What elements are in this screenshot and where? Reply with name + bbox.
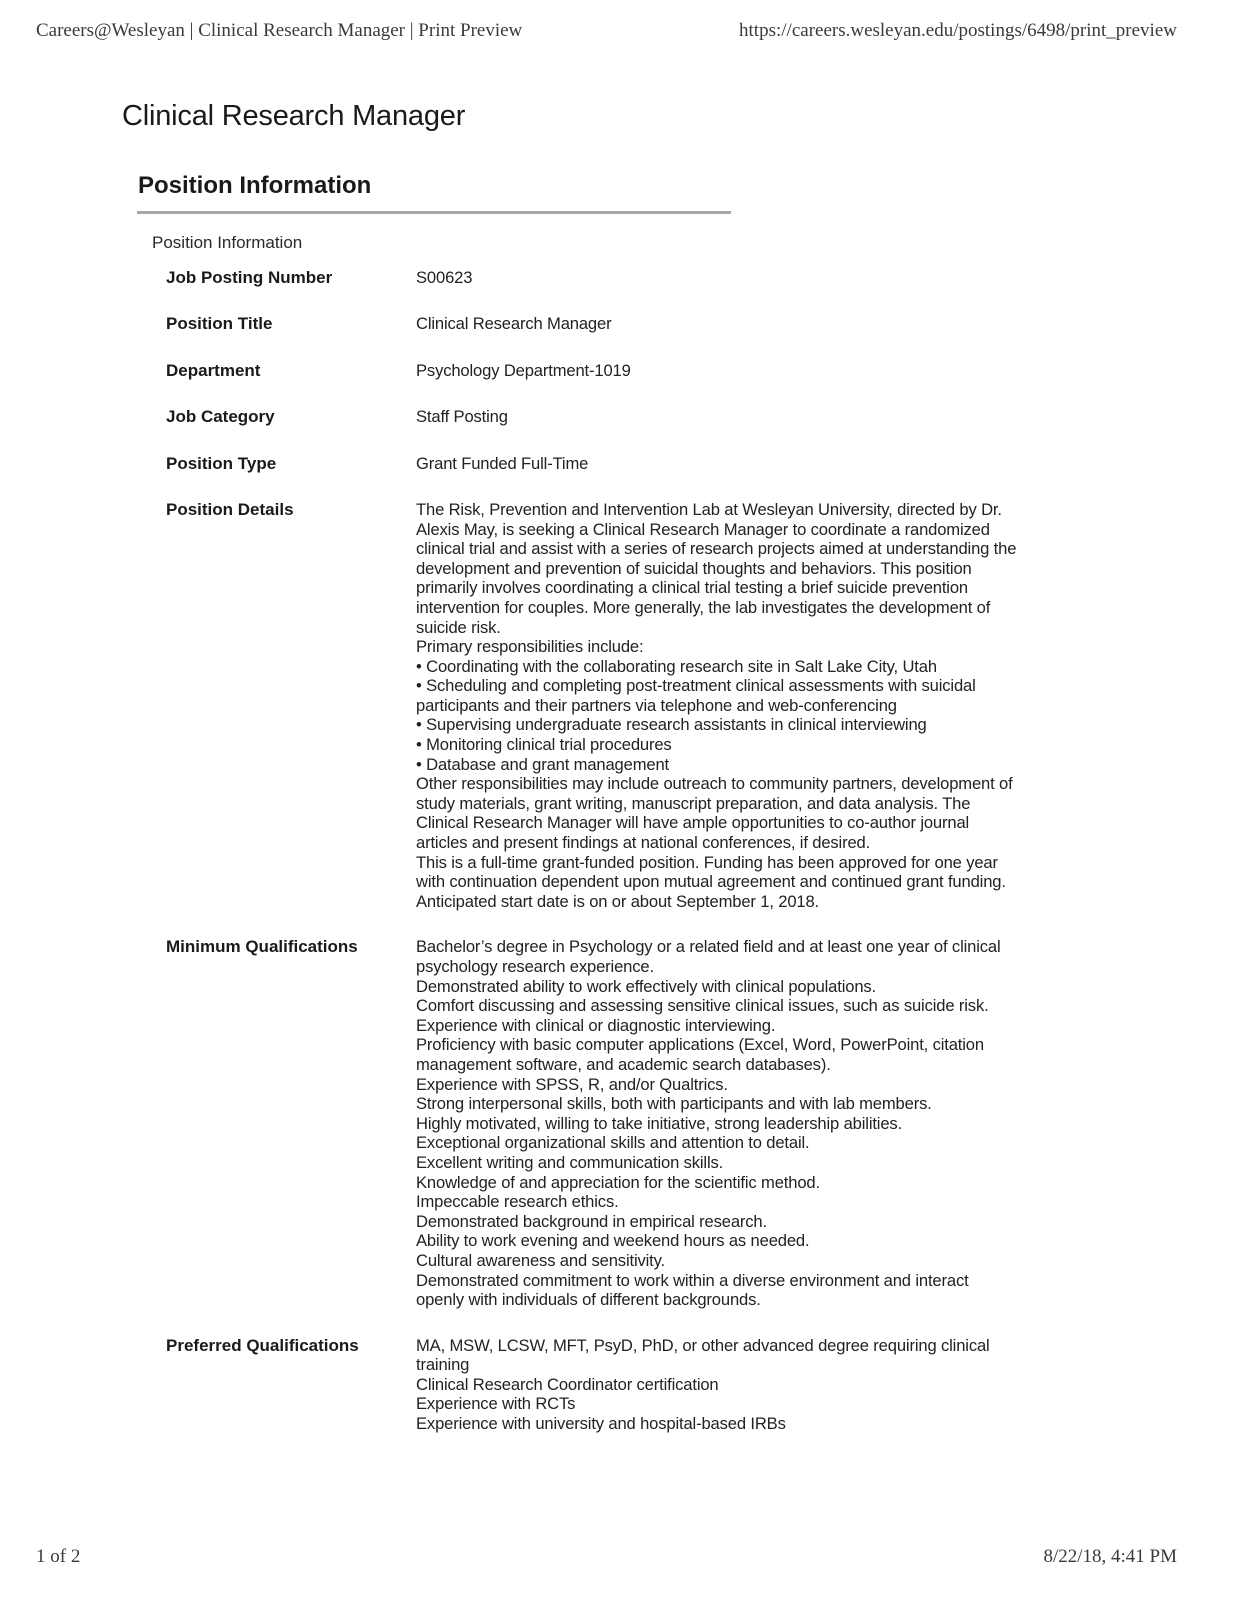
text-line: Clinical Research Manager will have ample opportunities to co-author journal bbox=[416, 813, 970, 833]
text-line: management software, and academic search databases). bbox=[416, 1054, 831, 1074]
text-line: Experience with RCTs bbox=[416, 1394, 576, 1414]
text-line: Alexis May, is seeking a Clinical Research Manager to coordinate a randomized bbox=[416, 519, 990, 539]
text-line: study materials, grant writing, manuscript preparation, and data analysis. The bbox=[416, 793, 971, 813]
text-line: Other responsibilities may include outreach to community partners, development of bbox=[416, 774, 1013, 794]
text-line: articles and present findings at national conferences, if desired. bbox=[416, 833, 871, 853]
text-line: Strong interpersonal skills, both with participants and with lab members. bbox=[416, 1094, 932, 1114]
field-value bbox=[416, 1336, 1106, 1434]
text-line: Clinical Research Coordinator certification bbox=[416, 1374, 719, 1394]
position-fields bbox=[166, 268, 1106, 1434]
text-line: with continuation dependent upon mutual agreement and continued grant funding. bbox=[416, 872, 1006, 892]
text-line: Cultural awareness and sensitivity. bbox=[416, 1250, 665, 1270]
field-position-details bbox=[166, 500, 1106, 911]
text-line: Demonstrated ability to work effectively with clinical populations. bbox=[416, 976, 877, 996]
page-title: Clinical Research Manager bbox=[122, 100, 466, 132]
field-value bbox=[416, 500, 1106, 911]
field-position-type bbox=[166, 454, 1106, 500]
text-line: clinical trial and assist with a series of research projects aimed at understanding the bbox=[416, 539, 1017, 559]
page-indicator: 1 of 2 bbox=[36, 1546, 81, 1567]
field-label: Minimum Qualifications bbox=[166, 937, 358, 957]
field-label: Position Details bbox=[166, 499, 294, 519]
text-line: Anticipated start date is on or about September 1, 2018. bbox=[416, 891, 820, 911]
text-line: participants and their partners via telephone and web-conferencing bbox=[416, 695, 897, 715]
print-header-url: https://careers.wesleyan.edu/postings/6498/print_preview bbox=[739, 20, 1177, 41]
bullet-item: • Monitoring clinical trial procedures bbox=[416, 735, 672, 755]
text-line: Comfort discussing and assessing sensitive clinical issues, such as suicide risk. bbox=[416, 996, 989, 1016]
bullet-item: • Coordinating with the collaborating research site in Salt Lake City, Utah bbox=[416, 656, 937, 676]
text-line: Experience with clinical or diagnostic interviewing. bbox=[416, 1015, 776, 1035]
bullet-item: • Scheduling and completing post-treatment clinical assessments with suicidal bbox=[416, 676, 976, 696]
text-line: openly with individuals of different backgrounds. bbox=[416, 1290, 761, 1310]
print-timestamp: 8/22/18, 4:41 PM bbox=[1043, 1546, 1177, 1567]
field-preferred-qualifications bbox=[166, 1336, 1106, 1434]
text-line: training bbox=[416, 1355, 470, 1375]
text-line: intervention for couples. More generally, the lab investigates the development of bbox=[416, 597, 991, 617]
field-position-title bbox=[166, 314, 1106, 360]
field-value: Staff Posting bbox=[416, 407, 508, 427]
field-job-category bbox=[166, 407, 1106, 453]
section-title: Position Information bbox=[138, 172, 372, 199]
text-line: The Risk, Prevention and Intervention Lab at Wesleyan University, directed by Dr. bbox=[416, 499, 1002, 519]
field-label: Position Title bbox=[166, 314, 273, 334]
text-line: suicide risk. bbox=[416, 617, 501, 637]
text-line: This is a full-time grant-funded position. Funding has been approved for one year bbox=[416, 852, 998, 872]
text-line: Highly motivated, willing to take initiative, strong leadership abilities. bbox=[416, 1113, 903, 1133]
text-line: Exceptional organizational skills and attention to detail. bbox=[416, 1133, 810, 1153]
field-label: Department bbox=[166, 360, 261, 380]
print-header-title: Careers@Wesleyan | Clinical Research Manager | Print Preview bbox=[36, 20, 523, 41]
field-department bbox=[166, 361, 1106, 407]
subsection-label: Position Information bbox=[152, 233, 303, 252]
text-line: Demonstrated background in empirical research. bbox=[416, 1211, 767, 1231]
spacer bbox=[166, 1310, 1106, 1336]
text-line: MA, MSW, LCSW, MFT, PsyD, PhD, or other advanced degree requiring clinical bbox=[416, 1335, 990, 1355]
text-line: primarily involves coordinating a clinical trial testing a brief suicide prevention bbox=[416, 578, 969, 598]
text-line: Primary responsibilities include: bbox=[416, 637, 644, 657]
print-header bbox=[36, 20, 1177, 48]
text-line: Experience with SPSS, R, and/or Qualtrics. bbox=[416, 1074, 728, 1094]
text-line: Demonstrated commitment to work within a diverse environment and interact bbox=[416, 1270, 969, 1290]
field-job-posting-number bbox=[166, 268, 1106, 314]
field-minimum-qualifications bbox=[166, 937, 1106, 1309]
field-label: Preferred Qualifications bbox=[166, 1335, 359, 1355]
text-line: Impeccable research ethics. bbox=[416, 1192, 619, 1212]
field-value: S00623 bbox=[416, 268, 473, 287]
field-value: Clinical Research Manager bbox=[416, 314, 612, 334]
text-line: Bachelor’s degree in Psychology or a related field and at least one year of clinical bbox=[416, 937, 1001, 957]
text-line: Experience with university and hospital-based IRBs bbox=[416, 1414, 786, 1434]
field-value: Psychology Department-1019 bbox=[416, 360, 631, 380]
field-label: Job Posting Number bbox=[166, 268, 333, 287]
text-line: development and prevention of suicidal thoughts and behaviors. This position bbox=[416, 558, 972, 578]
field-label: Position Type bbox=[166, 453, 277, 473]
spacer bbox=[166, 911, 1106, 937]
text-line: psychology research experience. bbox=[416, 957, 654, 977]
field-value: Grant Funded Full-Time bbox=[416, 453, 589, 473]
text-line: Knowledge of and appreciation for the scientific method. bbox=[416, 1172, 820, 1192]
field-label: Job Category bbox=[166, 407, 275, 427]
text-line: Proficiency with basic computer applications (Excel, Word, PowerPoint, citation bbox=[416, 1035, 984, 1055]
section-divider bbox=[137, 211, 731, 214]
field-value bbox=[416, 937, 1106, 1309]
text-line: Ability to work evening and weekend hours as needed. bbox=[416, 1231, 810, 1251]
text-line: Excellent writing and communication skills. bbox=[416, 1152, 724, 1172]
bullet-item: • Database and grant management bbox=[416, 754, 669, 774]
print-footer bbox=[36, 1546, 1177, 1574]
bullet-item: • Supervising undergraduate research assistants in clinical interviewing bbox=[416, 715, 927, 735]
